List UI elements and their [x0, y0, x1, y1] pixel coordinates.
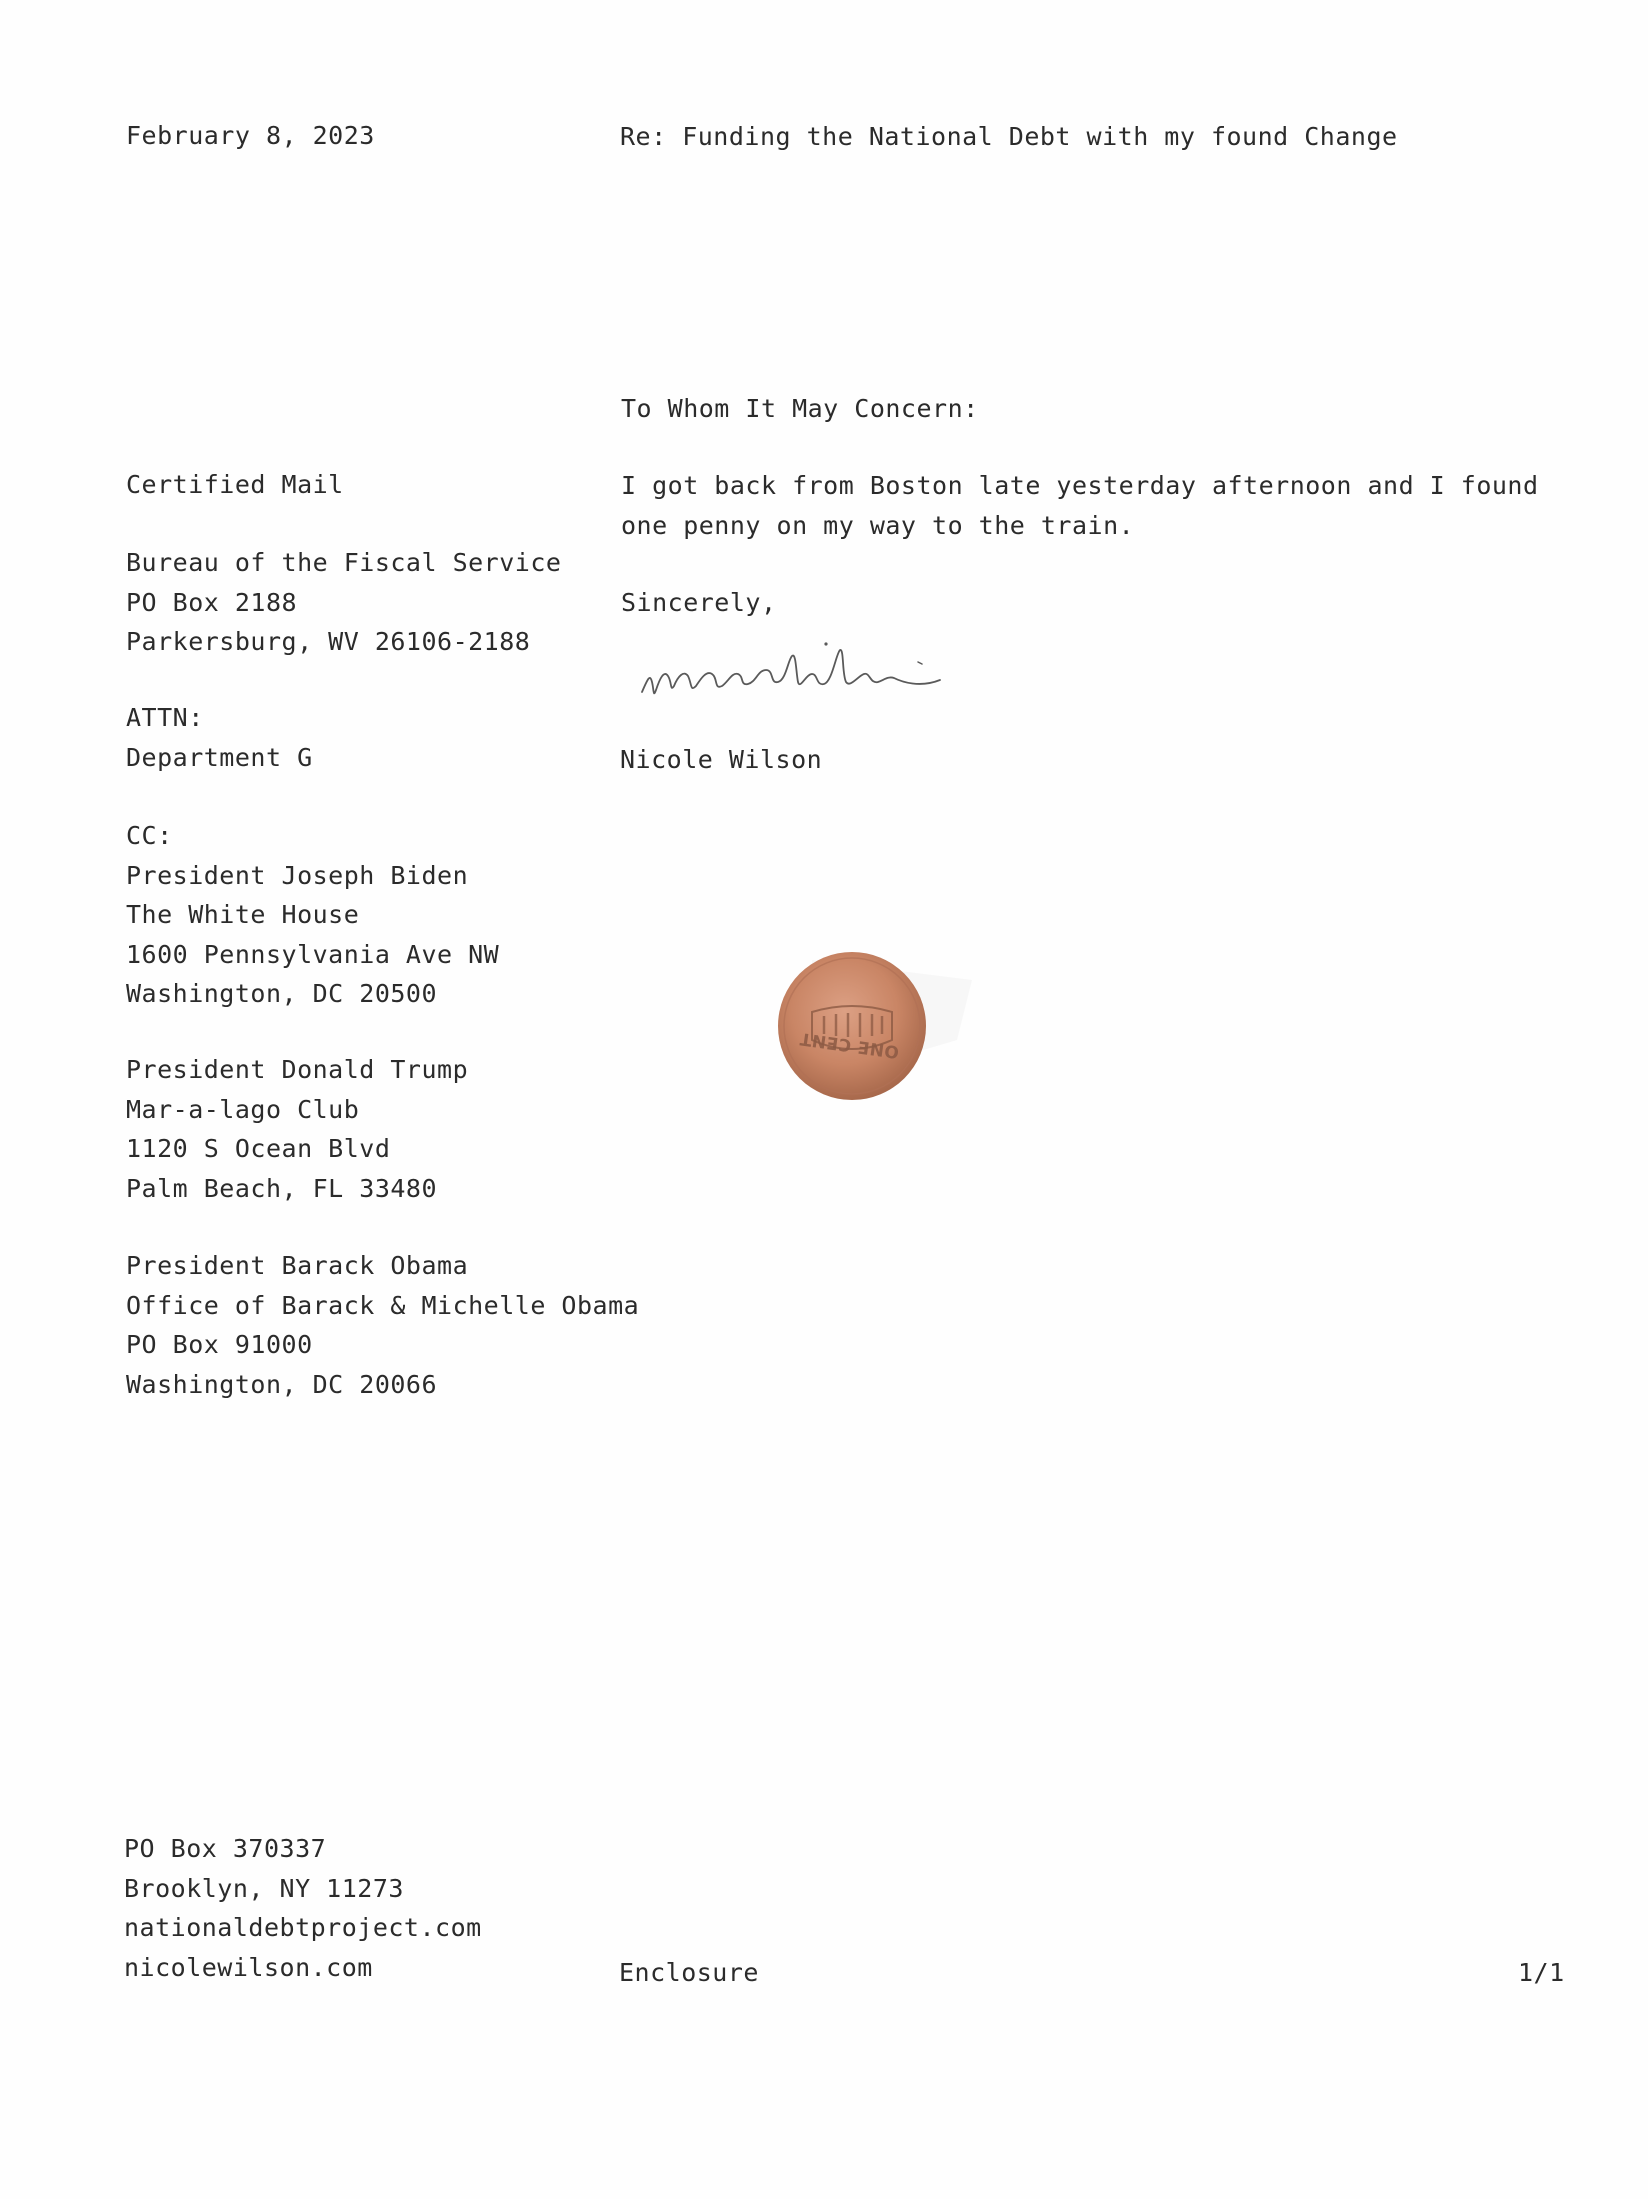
cc-line: Mar-a-lago Club [126, 1094, 360, 1124]
svg-text:ONE CENT: ONE CENT [798, 1027, 901, 1062]
sender-website: nicolewilson.com [124, 1952, 373, 1982]
cc-line: 1600 Pennsylvania Ave NW [126, 939, 500, 969]
letter-date: February 8, 2023 [126, 121, 375, 150]
letter-body: I got back from Boston late yesterday afternoon and I found one penny on my way to the train. [621, 471, 1539, 540]
cc-line: President Donald Trump [126, 1055, 469, 1084]
sender-website: nationaldebtproject.com [124, 1913, 482, 1942]
cc-line: Washington, DC 20500 [126, 979, 438, 1008]
address-line: Bureau of the Fiscal Service [126, 548, 562, 577]
cc-line: Office of Barack & Michelle Obama [126, 1290, 640, 1320]
cc-line: 1120 S Ocean Blvd [126, 1134, 391, 1163]
signature [640, 630, 960, 720]
address-line: PO Box 2188 [126, 587, 298, 617]
cc-block [126, 816, 499, 1014]
closing: Sincerely, [621, 588, 777, 617]
cc-recipient-obama [126, 1246, 639, 1404]
cc-label: CC: [126, 821, 173, 850]
attention-department: Department G [126, 742, 313, 772]
signer-name: Nicole Wilson [620, 745, 823, 774]
page-number: 1/1 [1518, 1958, 1565, 1987]
delivery-method: Certified Mail [126, 470, 344, 499]
cc-line: Washington, DC 20066 [126, 1369, 438, 1399]
cc-line: PO Box 91000 [126, 1330, 313, 1359]
letter-subject: Re: Funding the National Debt with my found Change [620, 122, 1398, 151]
attention-block [126, 698, 313, 777]
cc-line: President Joseph Biden [126, 860, 469, 890]
sender-po-box: PO Box 370337 [124, 1834, 327, 1863]
attention-label: ATTN: [126, 703, 204, 732]
salutation: To Whom It May Concern: [621, 394, 979, 423]
penny-image [752, 930, 982, 1120]
sender-address [124, 1829, 482, 1987]
cc-line: Palm Beach, FL 33480 [126, 1173, 438, 1203]
cc-line: The White House [126, 900, 360, 929]
cc-recipient-trump [126, 1050, 468, 1208]
recipient-address [126, 543, 561, 662]
address-line: Parkersburg, WV 26106-2188 [126, 627, 531, 656]
cc-line: President Barack Obama [126, 1251, 469, 1280]
sender-city: Brooklyn, NY 11273 [124, 1873, 404, 1903]
enclosure-note: Enclosure [619, 1958, 759, 1987]
